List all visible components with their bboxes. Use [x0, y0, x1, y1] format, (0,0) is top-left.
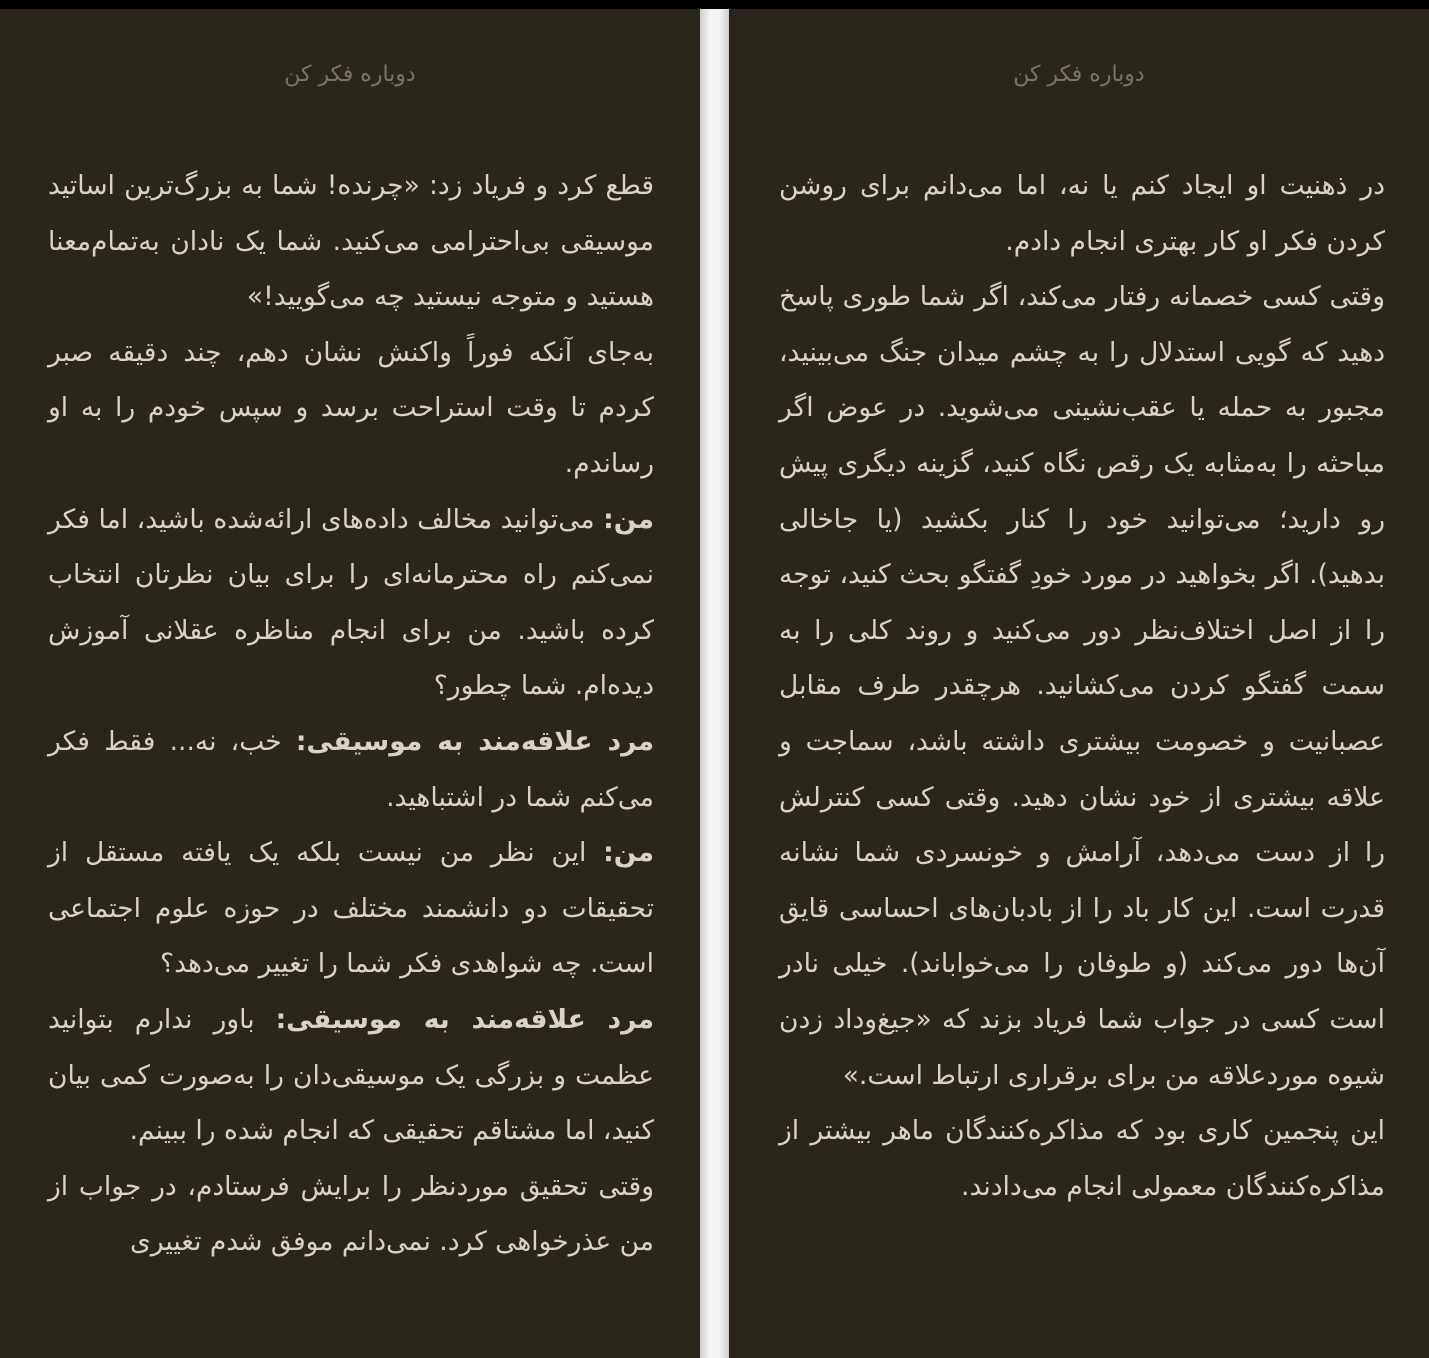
top-status-strip — [0, 0, 1429, 9]
page-spine-divider — [700, 9, 729, 1358]
paragraph — [779, 1103, 1385, 1214]
dialogue-paragraph — [48, 992, 654, 1159]
page-body-text — [48, 158, 654, 1270]
paragraph-text: باور ندارم بتوانید عظمت و بزرگی یک موسیقی‌دان را به‌صورت کمی بیان کنید، اما مشتاقم تحقیقی که انجام شده را ببینم. — [48, 1003, 654, 1147]
dialogue-paragraph — [48, 492, 654, 714]
speaker-label: من: — [603, 837, 654, 869]
dialogue-paragraph — [48, 825, 654, 992]
paragraph — [48, 325, 654, 492]
page-body-text — [779, 158, 1385, 1214]
paragraph-text: می‌توانید مخالف داده‌های ارائه‌شده باشید، اما فکر نمی‌کنم راه محترمانه‌ای را برای بیان نظرتان انتخاب کرده باشید. من برای انجام مناظره عقلانی آموزش دیده‌ام. شما چطور؟ — [48, 503, 654, 702]
running-head: دوباره فکر کن — [284, 62, 416, 87]
paragraph-text: این پنجمین کاری بود که مذاکره‌کنندگان ماهر بیشتر از مذاکره‌کنندگان معمولی انجام می‌دادند. — [779, 1115, 1385, 1202]
running-head: دوباره فکر کن — [1013, 62, 1145, 87]
paragraph — [779, 269, 1385, 1103]
paragraph-text: وقتی کسی خصمانه رفتار می‌کند، اگر شما طوری پاسخ دهید که گویی استدلال را به چشم میدان جنگ می‌بینید، مجبور به حمله یا عقب‌نشینی می‌شوید. در عوض اگر مباحثه را به‌مثابه یک رقص نگاه کنید، گزینه دیگری پیش رو دارید؛ می‌توانید خود را کنار بکشید (یا جاخالی بدهید). اگر بخواهید در مورد خودِ گفتگو بحث کنید، توجه را از اصل اختلاف‌نظر دور می‌کنید و روند کلی را به سمت گفتگو کردن می‌کشانید. هرچقدر طرف مقابل عصبانیت و خصومت بیشتری داشته باشد، سماجت و علاقه بیشتری از خود نشان دهید. وقتی کسی کنترلش را از دست می‌دهد، آرامش و خونسردی شما نشانه قدرت است. این کار باد را از بادبان‌های احساسی قایق آن‌ها دور می‌کند (و طوفان را می‌خواباند). خیلی نادر است کسی در جواب شما فریاد بزند که «جیغ‌وداد زدن شیوه موردعلاقه من برای برقراری ارتباط است.» — [779, 281, 1385, 1091]
paragraph — [779, 158, 1385, 269]
speaker-label: مرد علاقه‌مند به موسیقی: — [295, 725, 655, 757]
paragraph-text: خب، نه... فقط فکر می‌کنم شما در اشتباهید. — [48, 725, 654, 813]
paragraph — [48, 1159, 654, 1270]
paragraph-text: در ذهنیت او ایجاد کنم یا نه، اما می‌دانم برای روشن کردن فکر او کار بهتری انجام دادم. — [779, 170, 1385, 257]
speaker-label: مرد علاقه‌مند به موسیقی: — [275, 1003, 654, 1035]
dialogue-paragraph — [48, 714, 654, 825]
paragraph — [48, 158, 654, 325]
right-page[interactable] — [729, 9, 1429, 1358]
paragraph-text: وقتی تحقیق موردنظر را برایش فرستادم، در جواب از من عذرخواهی کرد. نمی‌دانم موفق شدم تغییری — [48, 1170, 654, 1258]
left-page[interactable] — [0, 9, 700, 1358]
paragraph-text: به‌جای آنکه فوراً واکنش نشان دهم، چند دقیقه صبر کردم تا وقت استراحت برسد و سپس خودم را به او رساندم. — [48, 336, 654, 479]
speaker-label: من: — [603, 503, 654, 535]
paragraph-text: قطع کرد و فریاد زد: «چرنده! شما به بزرگ‌ترین اساتید موسیقی بی‌احترامی می‌کنید. شما یک نادان به‌تمام‌معنا هستید و متوجه نیستید چه می‌گویید!» — [48, 170, 654, 313]
paragraph-text: این نظر من نیست بلکه یک یافته مستقل از تحقیقات دو دانشمند مختلف در حوزه علوم اجتماعی است. چه شواهدی فکر شما را تغییر می‌دهد؟ — [48, 837, 654, 980]
